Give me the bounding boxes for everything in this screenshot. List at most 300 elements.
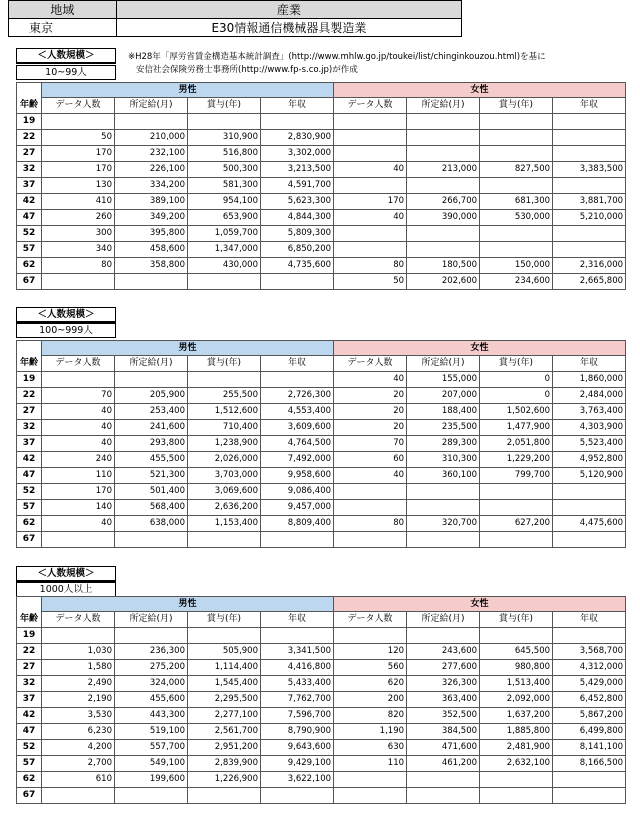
female-value-cell: 2,051,800 [480, 436, 553, 452]
age-cell: 22 [17, 388, 42, 404]
female-value-cell [407, 178, 480, 194]
wage-table [16, 82, 626, 290]
male-value-cell: 334,200 [115, 178, 188, 194]
column-header: 所定給(月) [115, 98, 188, 114]
male-value-cell: 130 [42, 178, 115, 194]
female-value-cell: 827,500 [480, 162, 553, 178]
male-value-cell: 521,300 [115, 468, 188, 484]
male-value-cell: 1,114,400 [188, 660, 261, 676]
male-value-cell: 5,623,300 [261, 194, 334, 210]
male-value-cell: 1,580 [42, 660, 115, 676]
female-header: 女性 [334, 83, 626, 98]
female-value-cell: 630 [334, 740, 407, 756]
age-cell: 52 [17, 740, 42, 756]
male-value-cell [188, 274, 261, 290]
male-value-cell: 9,457,000 [261, 500, 334, 516]
male-value-cell: 501,400 [115, 484, 188, 500]
female-value-cell [334, 226, 407, 242]
female-value-cell [334, 484, 407, 500]
female-value-cell: 2,092,000 [480, 692, 553, 708]
male-value-cell [261, 114, 334, 130]
female-value-cell [480, 114, 553, 130]
female-value-cell: 40 [334, 162, 407, 178]
age-header: 年齢 [17, 98, 42, 114]
table-row [17, 242, 626, 258]
male-value-cell: 610 [42, 772, 115, 788]
female-value-cell [407, 114, 480, 130]
column-header: データ人数 [42, 356, 115, 372]
female-value-cell: 820 [334, 708, 407, 724]
source-note-line1: ※H28年「厚労省賃金構造基本統計調査」(http://www.mhlw.go.jp/toukei/list/chinginkouzou.html)を基に [128, 52, 546, 62]
female-value-cell: 627,200 [480, 516, 553, 532]
male-value-cell: 340 [42, 242, 115, 258]
industry-label: 産業 [116, 1, 461, 19]
male-value-cell [42, 628, 115, 644]
female-value-cell [553, 242, 626, 258]
male-value-cell: 2,839,900 [188, 756, 261, 772]
region-label: 地域 [9, 1, 117, 19]
female-value-cell: 20 [334, 388, 407, 404]
age-cell: 47 [17, 724, 42, 740]
age-cell: 57 [17, 242, 42, 258]
male-value-cell [188, 628, 261, 644]
male-value-cell: 8,790,900 [261, 724, 334, 740]
male-value-cell: 300 [42, 226, 115, 242]
female-value-cell [480, 178, 553, 194]
male-value-cell: 455,500 [115, 452, 188, 468]
female-value-cell: 70 [334, 436, 407, 452]
wage-table [16, 596, 626, 804]
female-value-cell: 461,200 [407, 756, 480, 772]
female-value-cell: 50 [334, 274, 407, 290]
male-value-cell: 9,643,600 [261, 740, 334, 756]
column-header: 所定給(月) [115, 612, 188, 628]
male-value-cell: 3,703,000 [188, 468, 261, 484]
male-header: 男性 [42, 597, 334, 612]
female-value-cell [553, 114, 626, 130]
male-value-cell: 170 [42, 484, 115, 500]
female-value-cell [334, 628, 407, 644]
male-value-cell: 40 [42, 404, 115, 420]
male-value-cell: 557,700 [115, 740, 188, 756]
male-value-cell: 2,026,000 [188, 452, 261, 468]
male-value-cell: 6,850,200 [261, 242, 334, 258]
age-cell: 22 [17, 130, 42, 146]
female-value-cell [407, 484, 480, 500]
female-value-cell: 6,452,800 [553, 692, 626, 708]
age-cell: 62 [17, 258, 42, 274]
female-value-cell: 2,484,000 [553, 388, 626, 404]
age-cell: 19 [17, 114, 42, 130]
female-value-cell: 530,000 [480, 210, 553, 226]
age-cell: 27 [17, 404, 42, 420]
female-value-cell [407, 146, 480, 162]
table-row [17, 388, 626, 404]
female-value-cell: 289,300 [407, 436, 480, 452]
female-value-cell [334, 772, 407, 788]
table-row [17, 692, 626, 708]
female-value-cell: 5,210,000 [553, 210, 626, 226]
male-value-cell: 458,600 [115, 242, 188, 258]
female-value-cell: 120 [334, 644, 407, 660]
female-value-cell [553, 532, 626, 548]
male-value-cell: 395,800 [115, 226, 188, 242]
male-value-cell: 3,622,100 [261, 772, 334, 788]
table-row [17, 178, 626, 194]
male-value-cell [188, 788, 261, 804]
column-header: 賞与(年) [188, 612, 261, 628]
age-cell: 47 [17, 468, 42, 484]
female-value-cell [553, 226, 626, 242]
male-value-cell: 205,900 [115, 388, 188, 404]
female-value-cell: 360,100 [407, 468, 480, 484]
female-value-cell: 799,700 [480, 468, 553, 484]
table-row [17, 708, 626, 724]
female-value-cell [480, 788, 553, 804]
female-value-cell [407, 500, 480, 516]
male-value-cell: 4,844,300 [261, 210, 334, 226]
table-row [17, 404, 626, 420]
male-value-cell: 293,800 [115, 436, 188, 452]
size-value: 100~999人 [16, 323, 116, 338]
female-value-cell: 620 [334, 676, 407, 692]
table-row [17, 740, 626, 756]
source-note-line2: 安信社会保険労務士事務所(http://www.fp-s.co.jp)が作成 [136, 65, 358, 75]
female-value-cell: 352,500 [407, 708, 480, 724]
column-header: データ人数 [42, 98, 115, 114]
table-row [17, 468, 626, 484]
male-value-cell: 4,591,700 [261, 178, 334, 194]
table-row [17, 162, 626, 178]
female-value-cell: 6,499,800 [553, 724, 626, 740]
age-cell: 57 [17, 500, 42, 516]
male-value-cell: 40 [42, 436, 115, 452]
age-cell: 42 [17, 452, 42, 468]
female-value-cell: 320,700 [407, 516, 480, 532]
male-value-cell [115, 274, 188, 290]
male-value-cell [188, 114, 261, 130]
column-header: 所定給(月) [407, 356, 480, 372]
female-value-cell: 180,500 [407, 258, 480, 274]
female-value-cell [407, 532, 480, 548]
table-row [17, 146, 626, 162]
male-value-cell: 2,277,100 [188, 708, 261, 724]
table-row [17, 532, 626, 548]
female-value-cell: 1,513,400 [480, 676, 553, 692]
table-row [17, 372, 626, 388]
industry-value[interactable]: E30情報通信機械器具製造業 [116, 19, 461, 37]
female-value-cell: 243,600 [407, 644, 480, 660]
male-value-cell: 389,100 [115, 194, 188, 210]
age-cell: 22 [17, 644, 42, 660]
table-row [17, 772, 626, 788]
size-badge: ＜人数規模＞ [16, 566, 116, 582]
male-value-cell: 443,300 [115, 708, 188, 724]
column-header: 所定給(月) [407, 98, 480, 114]
male-value-cell [115, 788, 188, 804]
male-value-cell: 5,809,300 [261, 226, 334, 242]
table-row [17, 114, 626, 130]
table-row [17, 644, 626, 660]
column-header: データ人数 [334, 98, 407, 114]
age-cell: 27 [17, 660, 42, 676]
female-value-cell: 4,312,000 [553, 660, 626, 676]
size-value: 10~99人 [16, 65, 116, 80]
female-value-cell: 3,881,700 [553, 194, 626, 210]
male-value-cell: 581,300 [188, 178, 261, 194]
male-value-cell: 240 [42, 452, 115, 468]
male-value-cell: 1,059,700 [188, 226, 261, 242]
male-value-cell: 2,561,700 [188, 724, 261, 740]
female-value-cell [553, 146, 626, 162]
table-row [17, 452, 626, 468]
male-value-cell [42, 532, 115, 548]
male-value-cell: 199,600 [115, 772, 188, 788]
female-value-cell: 4,303,900 [553, 420, 626, 436]
female-value-cell: 277,600 [407, 660, 480, 676]
column-header: データ人数 [42, 612, 115, 628]
female-value-cell: 5,523,400 [553, 436, 626, 452]
female-value-cell: 1,860,000 [553, 372, 626, 388]
female-value-cell [407, 788, 480, 804]
male-value-cell [261, 372, 334, 388]
male-value-cell: 9,429,100 [261, 756, 334, 772]
age-cell: 62 [17, 772, 42, 788]
column-header: 年収 [553, 356, 626, 372]
table-row [17, 210, 626, 226]
age-cell: 19 [17, 372, 42, 388]
column-header: 年収 [553, 98, 626, 114]
male-value-cell: 4,735,600 [261, 258, 334, 274]
female-value-cell [553, 788, 626, 804]
female-value-cell: 0 [480, 388, 553, 404]
male-value-cell: 500,300 [188, 162, 261, 178]
female-value-cell: 560 [334, 660, 407, 676]
table-row [17, 500, 626, 516]
table-row [17, 724, 626, 740]
female-value-cell [334, 178, 407, 194]
table-row [17, 436, 626, 452]
table-row [17, 516, 626, 532]
male-value-cell: 9,958,600 [261, 468, 334, 484]
female-value-cell: 471,600 [407, 740, 480, 756]
male-value-cell: 358,800 [115, 258, 188, 274]
age-cell: 19 [17, 628, 42, 644]
male-value-cell: 516,800 [188, 146, 261, 162]
male-value-cell [42, 372, 115, 388]
male-value-cell: 241,600 [115, 420, 188, 436]
female-value-cell: 200 [334, 692, 407, 708]
female-value-cell: 80 [334, 516, 407, 532]
female-value-cell: 390,000 [407, 210, 480, 226]
male-value-cell: 1,153,400 [188, 516, 261, 532]
female-value-cell [334, 242, 407, 258]
table-row [17, 660, 626, 676]
age-cell: 67 [17, 788, 42, 804]
table-row [17, 628, 626, 644]
corner-cell [17, 341, 42, 356]
age-cell: 62 [17, 516, 42, 532]
age-header: 年齢 [17, 356, 42, 372]
male-value-cell: 40 [42, 420, 115, 436]
age-cell: 32 [17, 162, 42, 178]
male-value-cell: 2,830,900 [261, 130, 334, 146]
male-value-cell: 4,416,800 [261, 660, 334, 676]
table-row [17, 484, 626, 500]
female-value-cell: 3,568,700 [553, 644, 626, 660]
female-value-cell [334, 788, 407, 804]
female-value-cell: 1,637,200 [480, 708, 553, 724]
male-value-cell [261, 788, 334, 804]
female-value-cell [480, 772, 553, 788]
male-value-cell: 7,492,000 [261, 452, 334, 468]
age-cell: 52 [17, 484, 42, 500]
table-row [17, 258, 626, 274]
male-value-cell [42, 114, 115, 130]
column-header: 賞与(年) [480, 98, 553, 114]
female-value-cell [553, 500, 626, 516]
male-value-cell: 519,100 [115, 724, 188, 740]
female-value-cell: 188,400 [407, 404, 480, 420]
male-value-cell: 310,900 [188, 130, 261, 146]
male-value-cell: 2,490 [42, 676, 115, 692]
male-header: 男性 [42, 341, 334, 356]
female-value-cell [480, 532, 553, 548]
size-badge: ＜人数規模＞ [16, 307, 116, 323]
age-cell: 57 [17, 756, 42, 772]
male-value-cell: 3,069,600 [188, 484, 261, 500]
age-cell: 67 [17, 274, 42, 290]
male-value-cell: 638,000 [115, 516, 188, 532]
female-value-cell [407, 226, 480, 242]
male-value-cell: 505,900 [188, 644, 261, 660]
table-row [17, 130, 626, 146]
column-header: 年収 [261, 98, 334, 114]
column-header: 賞与(年) [480, 356, 553, 372]
male-value-cell: 140 [42, 500, 115, 516]
age-cell: 37 [17, 178, 42, 194]
female-value-cell: 213,000 [407, 162, 480, 178]
female-value-cell: 363,400 [407, 692, 480, 708]
male-value-cell: 3,213,500 [261, 162, 334, 178]
male-value-cell: 2,295,500 [188, 692, 261, 708]
male-value-cell: 2,636,200 [188, 500, 261, 516]
column-header: 賞与(年) [188, 98, 261, 114]
column-header: データ人数 [334, 612, 407, 628]
male-value-cell [115, 372, 188, 388]
male-value-cell [188, 532, 261, 548]
age-header: 年齢 [17, 612, 42, 628]
female-value-cell: 5,867,200 [553, 708, 626, 724]
male-value-cell: 7,596,700 [261, 708, 334, 724]
column-header: 賞与(年) [480, 612, 553, 628]
male-value-cell: 1,238,900 [188, 436, 261, 452]
male-value-cell [261, 274, 334, 290]
table-row [17, 676, 626, 692]
table-row [17, 788, 626, 804]
female-value-cell: 0 [480, 372, 553, 388]
region-value[interactable]: 東京 [9, 19, 117, 37]
female-value-cell: 20 [334, 404, 407, 420]
male-value-cell: 232,100 [115, 146, 188, 162]
female-value-cell: 2,632,100 [480, 756, 553, 772]
column-header: 所定給(月) [407, 612, 480, 628]
table-row [17, 226, 626, 242]
male-value-cell: 3,341,500 [261, 644, 334, 660]
female-value-cell [334, 532, 407, 548]
column-header: 所定給(月) [115, 356, 188, 372]
male-value-cell: 80 [42, 258, 115, 274]
female-value-cell: 170 [334, 194, 407, 210]
corner-cell [17, 597, 42, 612]
source-note [128, 51, 638, 77]
male-value-cell: 410 [42, 194, 115, 210]
age-cell: 52 [17, 226, 42, 242]
female-value-cell: 2,665,800 [553, 274, 626, 290]
age-cell: 67 [17, 532, 42, 548]
male-value-cell [42, 788, 115, 804]
female-value-cell: 266,700 [407, 194, 480, 210]
female-value-cell: 4,952,800 [553, 452, 626, 468]
female-value-cell: 1,502,600 [480, 404, 553, 420]
size-value: 1000人以上 [16, 582, 116, 597]
female-value-cell: 681,300 [480, 194, 553, 210]
female-value-cell: 3,763,400 [553, 404, 626, 420]
female-value-cell: 40 [334, 468, 407, 484]
male-value-cell: 170 [42, 146, 115, 162]
female-value-cell: 8,166,500 [553, 756, 626, 772]
male-value-cell: 1,226,900 [188, 772, 261, 788]
female-value-cell [334, 146, 407, 162]
male-value-cell: 653,900 [188, 210, 261, 226]
female-value-cell [407, 772, 480, 788]
female-value-cell [480, 500, 553, 516]
female-value-cell: 40 [334, 210, 407, 226]
male-value-cell: 349,200 [115, 210, 188, 226]
female-value-cell: 326,300 [407, 676, 480, 692]
male-value-cell: 210,000 [115, 130, 188, 146]
table-row [17, 194, 626, 210]
female-value-cell [480, 628, 553, 644]
male-value-cell: 50 [42, 130, 115, 146]
female-value-cell: 235,500 [407, 420, 480, 436]
female-value-cell [553, 484, 626, 500]
corner-cell [17, 83, 42, 98]
female-value-cell: 645,500 [480, 644, 553, 660]
male-value-cell: 255,500 [188, 388, 261, 404]
female-value-cell: 5,429,000 [553, 676, 626, 692]
age-cell: 37 [17, 436, 42, 452]
male-value-cell: 170 [42, 162, 115, 178]
male-value-cell: 455,600 [115, 692, 188, 708]
age-cell: 32 [17, 420, 42, 436]
age-cell: 27 [17, 146, 42, 162]
female-value-cell: 5,120,900 [553, 468, 626, 484]
male-value-cell [115, 628, 188, 644]
male-value-cell: 110 [42, 468, 115, 484]
age-cell: 42 [17, 194, 42, 210]
male-value-cell: 3,609,600 [261, 420, 334, 436]
male-value-cell: 7,762,700 [261, 692, 334, 708]
female-value-cell [480, 226, 553, 242]
male-value-cell: 2,951,200 [188, 740, 261, 756]
female-value-cell: 155,000 [407, 372, 480, 388]
female-header: 女性 [334, 597, 626, 612]
female-value-cell [407, 130, 480, 146]
male-value-cell [115, 114, 188, 130]
female-value-cell: 2,481,900 [480, 740, 553, 756]
female-value-cell [553, 130, 626, 146]
